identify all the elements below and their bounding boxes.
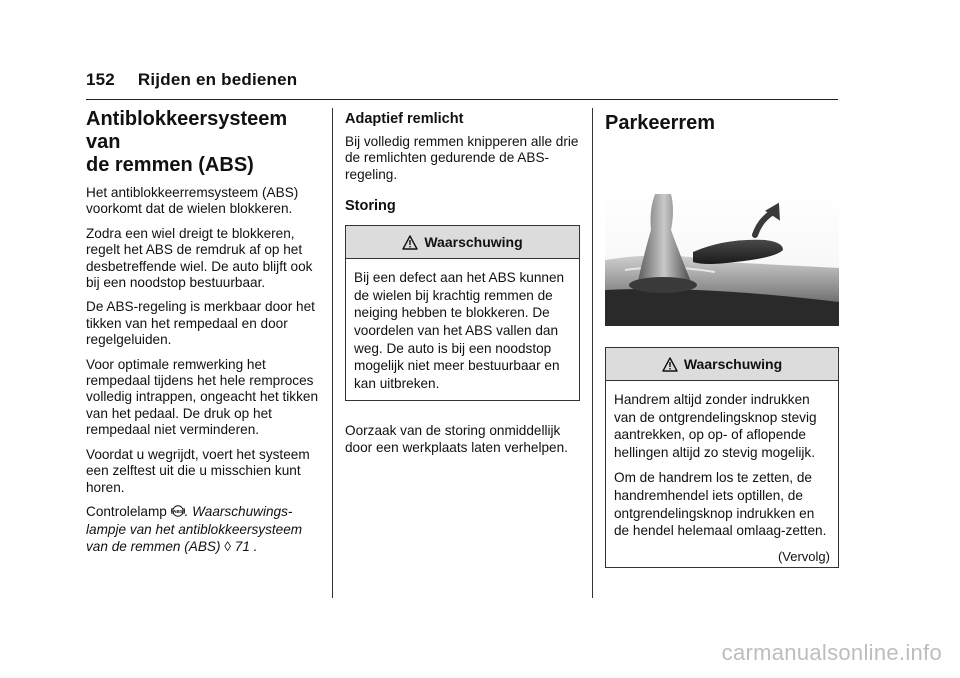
warning-header xyxy=(606,348,838,381)
abs-heading-line1: Antiblokkeersysteem van xyxy=(86,108,288,153)
warning-box-parking-brake xyxy=(605,347,839,568)
adaptive-brake-light-heading: Adaptief remlicht xyxy=(345,111,464,127)
warning-text: Bij een defect aan het ABS kunnen de wielen bij krachtig remmen de neiging hebben te blokkeren. De voordelen van het ABS vallen dan weg. De auto is bij een noodstop mogelijk niet meer bestuurbaar en kan uitbreken. xyxy=(354,270,565,391)
abs-warning-icon xyxy=(171,504,185,522)
abs-paragraph-4: Voor optimale remwerking het rempedaal tijdens het hele remproces volledig intrappen, ongeacht het tikken van het pedaal. De druk op het rempedaal niet verminderen. xyxy=(86,356,319,438)
watermark: carmanualsonline.info xyxy=(721,640,942,665)
header-divider xyxy=(86,99,838,100)
parking-brake-heading: Parkeerrem xyxy=(605,112,716,134)
cross-reference-link[interactable]: . Waarschuwings-lampje van het antiblokkeersysteem van de remmen (ABS) ◊ 71 . xyxy=(86,503,303,554)
warning-triangle-icon xyxy=(402,235,418,250)
warning-header xyxy=(346,226,579,259)
indicator-label: Controlelamp xyxy=(86,503,171,519)
abs-heading xyxy=(86,108,321,177)
parking-brake-section xyxy=(605,108,840,135)
warning-title: Waarschuwing xyxy=(683,356,783,372)
abs-paragraph-3: De ABS-regeling is merkbaar door het tikken van het rempedaal en door regelgeluiden. xyxy=(86,299,315,348)
warning-body xyxy=(346,259,579,400)
svg-text:ABS: ABS xyxy=(172,509,183,515)
abs-paragraph-1: Het antiblokkeerremsysteem (ABS) voorkomt dat de wielen blokkeren. xyxy=(86,185,299,217)
warning-text-2: Om de handrem los te zetten, de handremhendel iets optillen, de ontgrendelingsknop indrukken en de hendel helemaal omlaag-zetten. xyxy=(614,470,827,539)
continued-label: (Vervolg) xyxy=(777,548,830,564)
abs-paragraph-6 xyxy=(86,504,321,555)
page-reference-icon: ◊ xyxy=(224,538,231,554)
abs-heading-line2: de remmen (ABS) xyxy=(86,154,254,176)
parking-brake-photo xyxy=(605,190,839,326)
malfunction-heading: Storing xyxy=(345,198,396,215)
warning-title: Waarschuwing xyxy=(424,234,523,251)
warning-body xyxy=(606,381,838,567)
column-divider-1 xyxy=(332,108,333,598)
abs-section xyxy=(86,108,321,563)
adaptive-brake-light-section xyxy=(345,108,580,464)
malfunction-text: Oorzaak van de storing onmiddellijk door een werkplaats laten verhelpen. xyxy=(345,423,568,455)
page-number: 152 xyxy=(86,70,115,89)
warning-box-abs xyxy=(345,225,580,401)
warning-text-1: Handrem altijd zonder indrukken van de ontgrendelingsknop stevig aantrekken, op op- of aflopende hellingen altijd zo stevig mogelijk. xyxy=(614,392,817,460)
page-header xyxy=(86,70,297,90)
abs-paragraph-2: Zodra een wiel dreigt te blokkeren, regelt het ABS de remdruk af op het desbetreffende wiel. De auto blijft ook bij een noodstop bestuurbaar. xyxy=(86,225,313,291)
abs-paragraph-5: Voordat u wegrijdt, voert het systeem een zelftest uit die u misschien kunt horen. xyxy=(86,446,310,495)
column-divider-2 xyxy=(592,108,593,598)
section-title: Rijden en bedienen xyxy=(137,70,298,89)
adaptive-brake-light-text: Bij volledig remmen knipperen alle drie de remlichten gedurende de ABS-regeling. xyxy=(345,134,579,182)
warning-triangle-icon xyxy=(662,357,678,372)
